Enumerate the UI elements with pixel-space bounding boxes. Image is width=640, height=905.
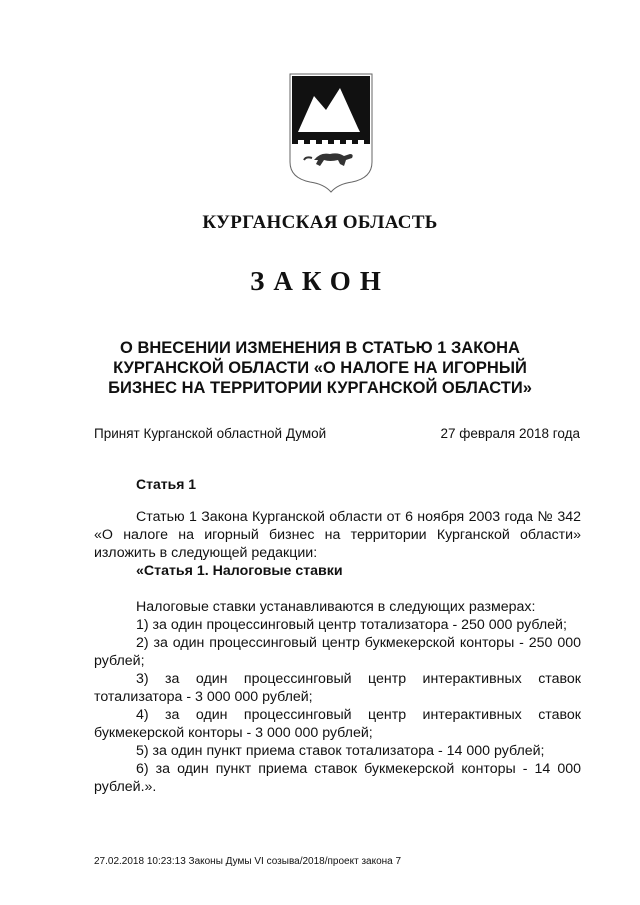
footer-path: 27.02.2018 10:23:13 Законы Думы VI созыва/2018/проект закона 7: [94, 856, 402, 867]
article-intro-block: [94, 508, 581, 580]
document-type: ЗАКОН: [250, 266, 390, 296]
list-item: 5) за один пункт приема ставок тотализатора - 14 000 рублей;: [136, 743, 545, 759]
quoted-article-heading: «Статья 1. Налоговые ставки: [136, 563, 343, 579]
list-item: 3) за один процессинговый центр интерактивных ставок тотализатора - 3 000 000 рублей;: [94, 671, 581, 705]
law-title: О ВНЕСЕНИИ ИЗМЕНЕНИЯ В СТАТЬЮ 1 ЗАКОНА КУРГАНСКОЙ ОБЛАСТИ «О НАЛОГЕ НА ИГОРНЫЙ БИЗНЕС НА ТЕРРИТОРИИ КУРГАНСКОЙ ОБЛАСТИ»: [108, 339, 532, 397]
adopted-by: Принят Курганской областной Думой: [94, 426, 327, 441]
list-item: 1) за один процессинговый центр тотализатора - 250 000 рублей;: [136, 617, 567, 633]
article-intro: Статью 1 Закона Курганской области от 6 ноября 2003 года № 342 «О налоге на игорный бизнес на территории Курганской области» изложить в следующей редакции:: [94, 509, 581, 561]
rates-intro: Налоговые ставки устанавливаются в следующих размерах:: [136, 599, 536, 615]
coat-of-arms-emblem: [284, 70, 378, 194]
article-heading: Статья 1: [136, 476, 197, 492]
rates-list: [94, 598, 581, 796]
list-item: 6) за один пункт приема ставок букмекерской конторы - 14 000 рублей.».: [94, 761, 581, 795]
list-item: 4) за один процессинговый центр интерактивных ставок букмекерской конторы - 3 000 000 рублей;: [94, 707, 581, 741]
list-item: 2) за один процессинговый центр букмекерской конторы - 250 000 рублей;: [94, 635, 581, 669]
region-name: КУРГАНСКАЯ ОБЛАСТЬ: [202, 212, 438, 233]
adoption-date: 27 февраля 2018 года: [440, 426, 580, 441]
